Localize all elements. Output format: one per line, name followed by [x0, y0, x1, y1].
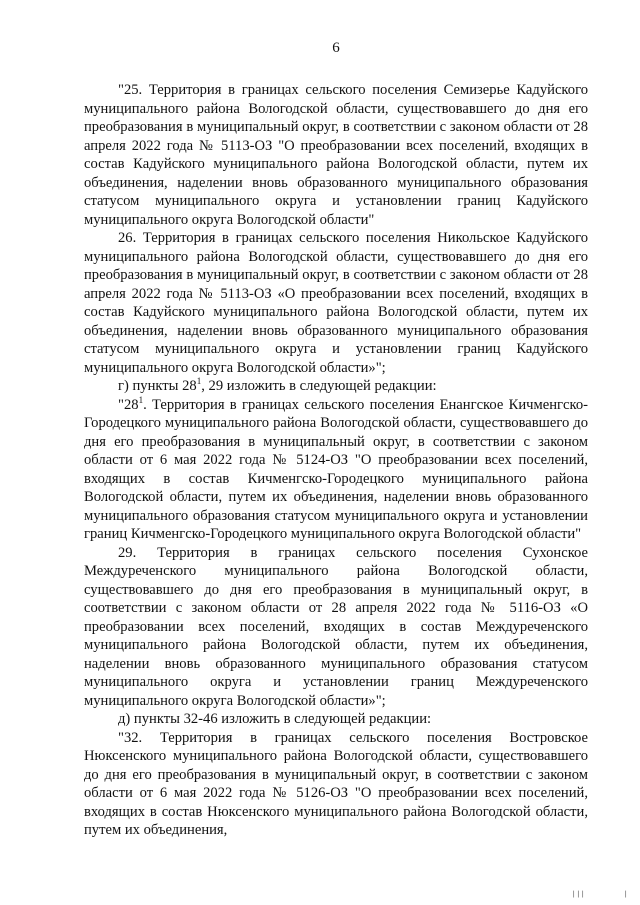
page-number: 6	[332, 40, 340, 56]
scan-mark-right: ∣	[624, 891, 629, 898]
paragraph-28-1: "$28^1$. Территория в границах сельского поселения Енангское Кичменгско-Городецкого муниципального района Вологодской области, существовавшего до дня его преобразования в муниципальный округ, в соответствии с законом области от 6 мая 2022 года № 5124-ОЗ "О преобразовании всех поселений, входящих в состав Кичменгско-Городецкого муниципального района Вологодской области, путем их объединения, наделении вновь образованного муниципального образования статусом муниципального округа и установлении границ Кичменгско-Городецкого муниципального округа Вологодской области"	[84, 394, 588, 542]
scan-mark-left: ∣∣∣	[572, 891, 586, 898]
document-page	[84, 40, 588, 840]
paragraph-32: "32. Территория в границах сельского поселения Востровское Нюксенского муниципального района Вологодской области, существовавшего до дня его преобразования в муниципальный округ, в соответствии с законом области от 6 мая 2022 года № 5126-ОЗ "О преобразовании всех поселений, входящих в состав Нюксенского муниципального района Вологодской области, путем их объединения,	[84, 729, 588, 838]
paragraph-d-instruction: д) пункты 32-46 изложить в следующей редакции:	[118, 711, 432, 727]
paragraph-g-instruction: г) пункты $28^1$, 29 изложить в следующей редакции:	[118, 376, 437, 394]
paragraph-25: "25. Территория в границах сельского поселения Семизерье Кадуйского муниципального района Вологодской области, существовавшего до дня его преобразования в муниципальный округ, в соответствии с законом области от 28 апреля 2022 года № 5113-ОЗ "О преобразовании всех поселений, входящих в состав Кадуйского муниципального района Вологодской области, путем их объединения, наделении вновь образованного муниципального образования статусом муниципального округа и установлении границ Кадуйского муниципального округа Вологодской области"	[84, 82, 588, 228]
paragraph-29: 29. Территория в границах сельского поселения Сухонское Междуреченского муниципального района Вологодской области, существовавшего до дня его преобразования в муниципальный округ, в соответствии с законом области от 28 апреля 2022 года № 5116-ОЗ «О преобразовании всех поселений, входящих в состав Междуреченского муниципального района Вологодской области, путем их объединения, наделении вновь образованного муниципального образования статусом муниципального округа и установлении границ Междуреченского муниципального округа Вологодской области»";	[84, 544, 588, 709]
paragraph-26: 26. Территория в границах сельского поселения Никольское Кадуйского муниципального района Вологодской области, существовавшего до дня его преобразования в муниципальный округ, в соответствии с законом области от 28 апреля 2022 года № 5113-ОЗ «О преобразовании всех поселений, входящих в состав Кадуйского муниципального района Вологодской области, путем их объединения, наделении вновь образованного муниципального образования статусом муниципального округа и установлении границ Кадуйского муниципального округа Вологодской области»";	[84, 230, 588, 376]
